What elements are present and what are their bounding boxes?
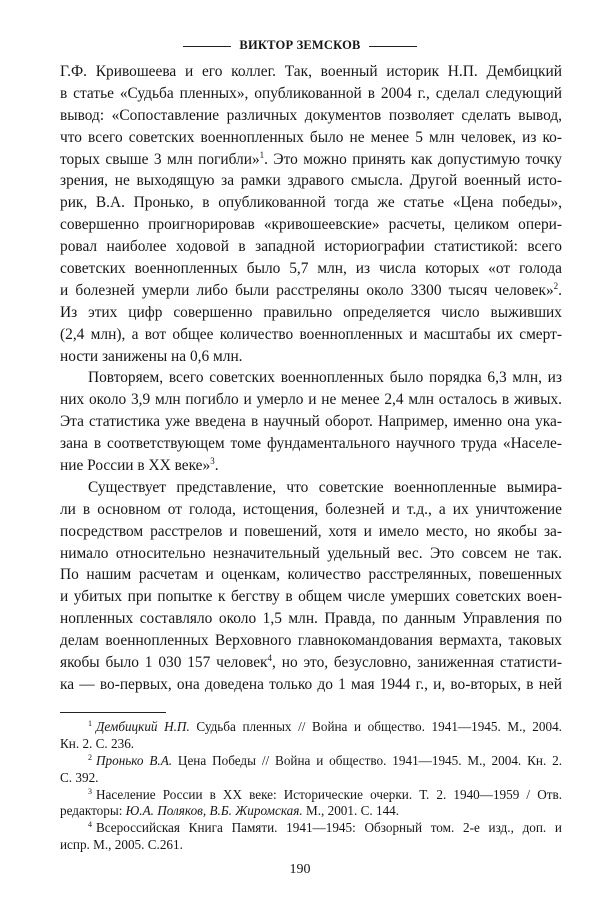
footnote-marker: 1 xyxy=(88,719,92,728)
text-segment: торых свыше 3 млн погибли» xyxy=(60,150,260,168)
text-segment: рик, В.А. Пронько, в опубликованной тогда же статье «Цена победы», xyxy=(60,194,562,212)
text-line xyxy=(60,433,562,455)
text-segment: . xyxy=(558,281,562,299)
text-line xyxy=(60,61,562,83)
text-line xyxy=(60,652,562,674)
text-segment: что всего советских военнопленных было не менее 5 млн человек, из ко- xyxy=(60,128,562,146)
text-segment: Кн. 2. С. 236. xyxy=(60,735,135,751)
text-line xyxy=(60,499,562,521)
text-segment: Повторяем, всего советских военнопленных было порядка 6,3 млн, из xyxy=(88,369,562,387)
footnote-line xyxy=(60,736,562,753)
footnote-line xyxy=(60,820,562,837)
footnote-marker: 3 xyxy=(210,456,215,467)
text-segment: Из этих цифр совершенно правильно определяется число выживших xyxy=(60,303,562,321)
footnote-marker: 2 xyxy=(553,280,559,291)
text-segment: них около 3,9 млн погибло и умерло и не менее 2,4 млн осталось в живых. xyxy=(60,391,562,409)
text-segment: совершенно проигнорировав «кривошеевские» расчеты, целиком опери- xyxy=(60,216,562,234)
footnote-line xyxy=(60,753,562,770)
text-line xyxy=(60,302,562,324)
text-segment: Население России в XX веке: Исторические очерки. Т. 2. 1940—1959 / Отв. xyxy=(96,786,562,802)
text-segment: делам военнопленных Верховного главнокомандования вермахта, таковых xyxy=(60,632,562,650)
text-segment: Всероссийская Книга Памяти. 1941—1945: Обзорный том. 2-е изд., доп. и xyxy=(96,820,562,836)
text-line xyxy=(60,586,562,608)
text-segment: якобы было 1 030 157 человек xyxy=(60,654,268,672)
text-segment: в статье «Судьба пленных», опубликованной в 2004 г., сделал следующий xyxy=(60,84,562,102)
text-segment: ли в основном от голода, истощения, болезней и т.д., а их уничтожение xyxy=(60,500,562,518)
footnote-marker: 3 xyxy=(88,786,92,796)
text-segment: посредством расстрелов и повешений, хотя и имело место, но якобы за- xyxy=(60,522,562,540)
text-segment: Судьба пленных // Война и общество. 1941—1945. М., 2004. xyxy=(189,719,562,734)
text-segment: . Это можно принять как допустимую точку xyxy=(264,150,562,168)
text-line xyxy=(60,170,562,192)
text-segment: зрения, не выходящую за рамки здравого смысла. Другой военный исто- xyxy=(60,172,562,190)
text-segment: вывод: «Сопоставление различных документов позволяет сделать вывод, xyxy=(60,106,562,124)
text-segment: Ю.А. Поляков, В.Б. Жиромская. xyxy=(125,803,303,819)
text-line xyxy=(60,324,562,346)
footnote-marker: 1 xyxy=(259,149,265,160)
text-segment: редакторы: xyxy=(60,803,126,819)
text-segment: испр. М., 2005. С.261. xyxy=(60,837,183,853)
text-segment: нопленных составляло около 1,5 млн. Правда, по данным Управления по xyxy=(60,610,562,628)
text-line xyxy=(60,236,562,258)
running-header xyxy=(0,38,600,53)
text-segment: ние России в XX веке» xyxy=(60,457,211,475)
text-line xyxy=(60,105,562,127)
footnotes xyxy=(60,719,562,854)
text-line xyxy=(60,455,562,477)
footnote-marker: 4 xyxy=(88,820,92,830)
text-segment: и болезней умерли либо были расстреляны около 3300 тысяч человек» xyxy=(60,281,554,299)
text-line xyxy=(60,214,562,236)
text-line xyxy=(60,608,562,630)
text-segment: Пронько В.А. xyxy=(96,752,173,768)
text-segment: (2,4 млн), а вот общее количество военнопленных и масштабы их смерт- xyxy=(60,325,562,343)
text-line xyxy=(60,630,562,652)
text-segment: и убитых при попытке к бегству в общем числе умерших советских воен- xyxy=(60,588,562,606)
footnote-marker: 4 xyxy=(267,653,273,664)
text-line xyxy=(60,149,562,171)
footnote-line xyxy=(60,787,562,804)
text-segment: , но это, безусловно, заниженная статисти- xyxy=(272,654,562,672)
text-line xyxy=(60,521,562,543)
page-number: 190 xyxy=(289,862,311,877)
text-segment: С. 392. xyxy=(60,769,99,785)
text-segment: Г.Ф. Кривошеева и его коллег. Так, военный историк Н.П. Дембицкий xyxy=(60,63,562,80)
text-segment: Существует представление, что советские военнопленные вымира- xyxy=(88,478,562,496)
footnote-divider xyxy=(60,712,166,713)
header-title: ВИКТОР ЗЕМСКОВ xyxy=(239,38,361,52)
text-line xyxy=(60,389,562,411)
text-line xyxy=(60,280,562,302)
footnote-line xyxy=(60,719,562,736)
text-line xyxy=(60,564,562,586)
text-segment: ности занижены на 0,6 млн. xyxy=(60,347,243,365)
text-segment: Дембицкий Н.П. xyxy=(96,719,190,734)
body-text xyxy=(60,61,562,696)
text-line xyxy=(60,346,562,368)
footnote-line xyxy=(60,803,562,820)
text-segment: Эта статистика уже введена в научный оборот. Например, именно она ука- xyxy=(60,413,562,431)
text-line xyxy=(60,411,562,433)
text-segment: зана в соответствующем томе фундаментального научного труда «Населе- xyxy=(60,435,562,453)
header-rule-left xyxy=(183,46,231,47)
text-segment: ровал наиболее ходовой в западной историографии статистикой: всего xyxy=(60,238,562,256)
text-line xyxy=(60,543,562,565)
text-segment: ка — во-первых, она доведена только до 1 мая 1944 г., и, во-вторых, в ней xyxy=(60,675,562,693)
header-rule-right xyxy=(369,46,417,47)
text-line xyxy=(60,83,562,105)
text-line xyxy=(60,127,562,149)
text-line xyxy=(60,258,562,280)
text-segment: . xyxy=(214,457,219,475)
text-segment: М., 2001. С. 144. xyxy=(302,803,400,819)
footnote-line xyxy=(60,770,562,787)
text-segment: По нашим расчетам и оценкам, количество расстрелянных, повешенных xyxy=(60,566,562,584)
footnote-marker: 2 xyxy=(88,752,92,762)
footnote-line xyxy=(60,837,562,854)
text-segment: нимало относительно незначительный удельный вес. Это совсем не так. xyxy=(60,544,562,562)
text-segment: советских военнопленных было 5,7 млн, из числа которых «от голода xyxy=(60,260,562,278)
text-segment: Цена Победы // Война и общество. 1941—1945. М., 2004. Кн. 2. xyxy=(172,752,562,768)
text-line xyxy=(60,192,562,214)
text-line xyxy=(60,367,562,389)
text-line xyxy=(60,477,562,499)
text-line xyxy=(60,674,562,696)
